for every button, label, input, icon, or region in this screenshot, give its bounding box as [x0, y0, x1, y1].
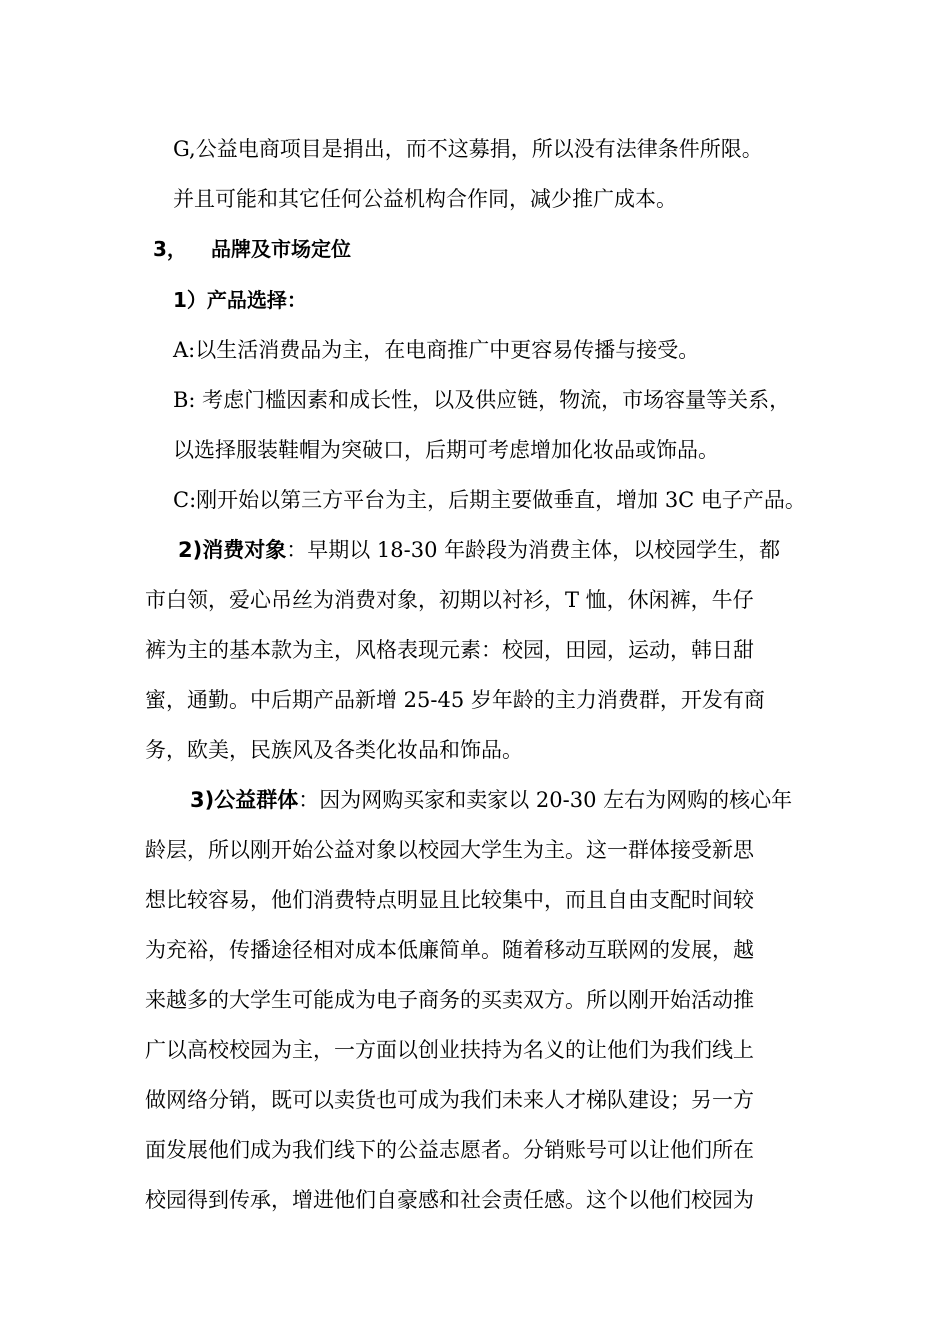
paragraph-line: G,公益电商项目是捐出，而不这募捐，所以没有法律条件所限。 [173, 137, 763, 161]
charity-text: ：因为网购买家和卖家以 20-30 左右为网购的核心年 [298, 788, 793, 812]
paragraph-line: 蜜，通勤。中后期产品新增 25-45 岁年龄的主力消费群，开发有商 [145, 688, 765, 712]
paragraph-line: 并且可能和其它任何公益机构合作同，减少推广成本。 [173, 187, 677, 211]
subsection-heading: 1）产品选择： [173, 288, 307, 312]
charity-lead: 3)公益群体 [190, 788, 299, 812]
section-title: 品牌及市场定位 [211, 237, 351, 261]
paragraph-line: 市白领，爱心吊丝为消费对象，初期以衬衫，T 恤，休闲裤，牛仔 [145, 588, 754, 612]
consumer-text: ：早期以 18-30 年龄段为消费主体，以校园学生，都 [286, 538, 781, 562]
consumer-paragraph-line [178, 535, 868, 565]
paragraph-line: 龄层，所以刚开始公益对象以校园大学生为主。这一群体接受新思 [145, 838, 754, 862]
consumer-lead: 2)消费对象 [178, 538, 287, 562]
list-item-a: A:以生活消费品为主，在电商推广中更容易传播与接受。 [173, 338, 700, 362]
charity-paragraph-line [190, 785, 880, 815]
paragraph-line: 务，欧美，民族风及各类化妆品和饰品。 [145, 738, 523, 762]
paragraph-line: 裤为主的基本款为主，风格表现元素：校园，田园，运动，韩日甜 [145, 638, 754, 662]
paragraph-line: 想比较容易，他们消费特点明显且比较集中，而且自由支配时间较 [145, 888, 754, 912]
paragraph-line: 面发展他们成为我们线下的公益志愿者。分销账号可以让他们所在 [145, 1138, 754, 1162]
section-heading [153, 234, 843, 264]
paragraph-line: 为充裕，传播途径相对成本低廉简单。随着移动互联网的发展，越 [145, 938, 754, 962]
list-item-c: C:刚开始以第三方平台为主，后期主要做垂直，增加 3C 电子产品。 [173, 488, 806, 512]
list-item-b: B: 考虑门槛因素和成长性，以及供应链，物流，市场容量等关系， [173, 388, 791, 412]
paragraph-line: 做网络分销，既可以卖货也可成为我们未来人才梯队建设；另一方 [145, 1088, 754, 1112]
paragraph-line: 校园得到传承，增进他们自豪感和社会责任感。这个以他们校园为 [145, 1188, 754, 1212]
section-number: 3， [153, 237, 187, 261]
list-item-b-continued: 以选择服装鞋帽为突破口，后期可考虑增加化妆品或饰品。 [173, 438, 719, 462]
paragraph-line: 广以高校校园为主，一方面以创业扶持为名义的让他们为我们线上 [145, 1038, 754, 1062]
paragraph-line: 来越多的大学生可能成为电子商务的买卖双方。所以刚开始活动推 [145, 988, 754, 1012]
